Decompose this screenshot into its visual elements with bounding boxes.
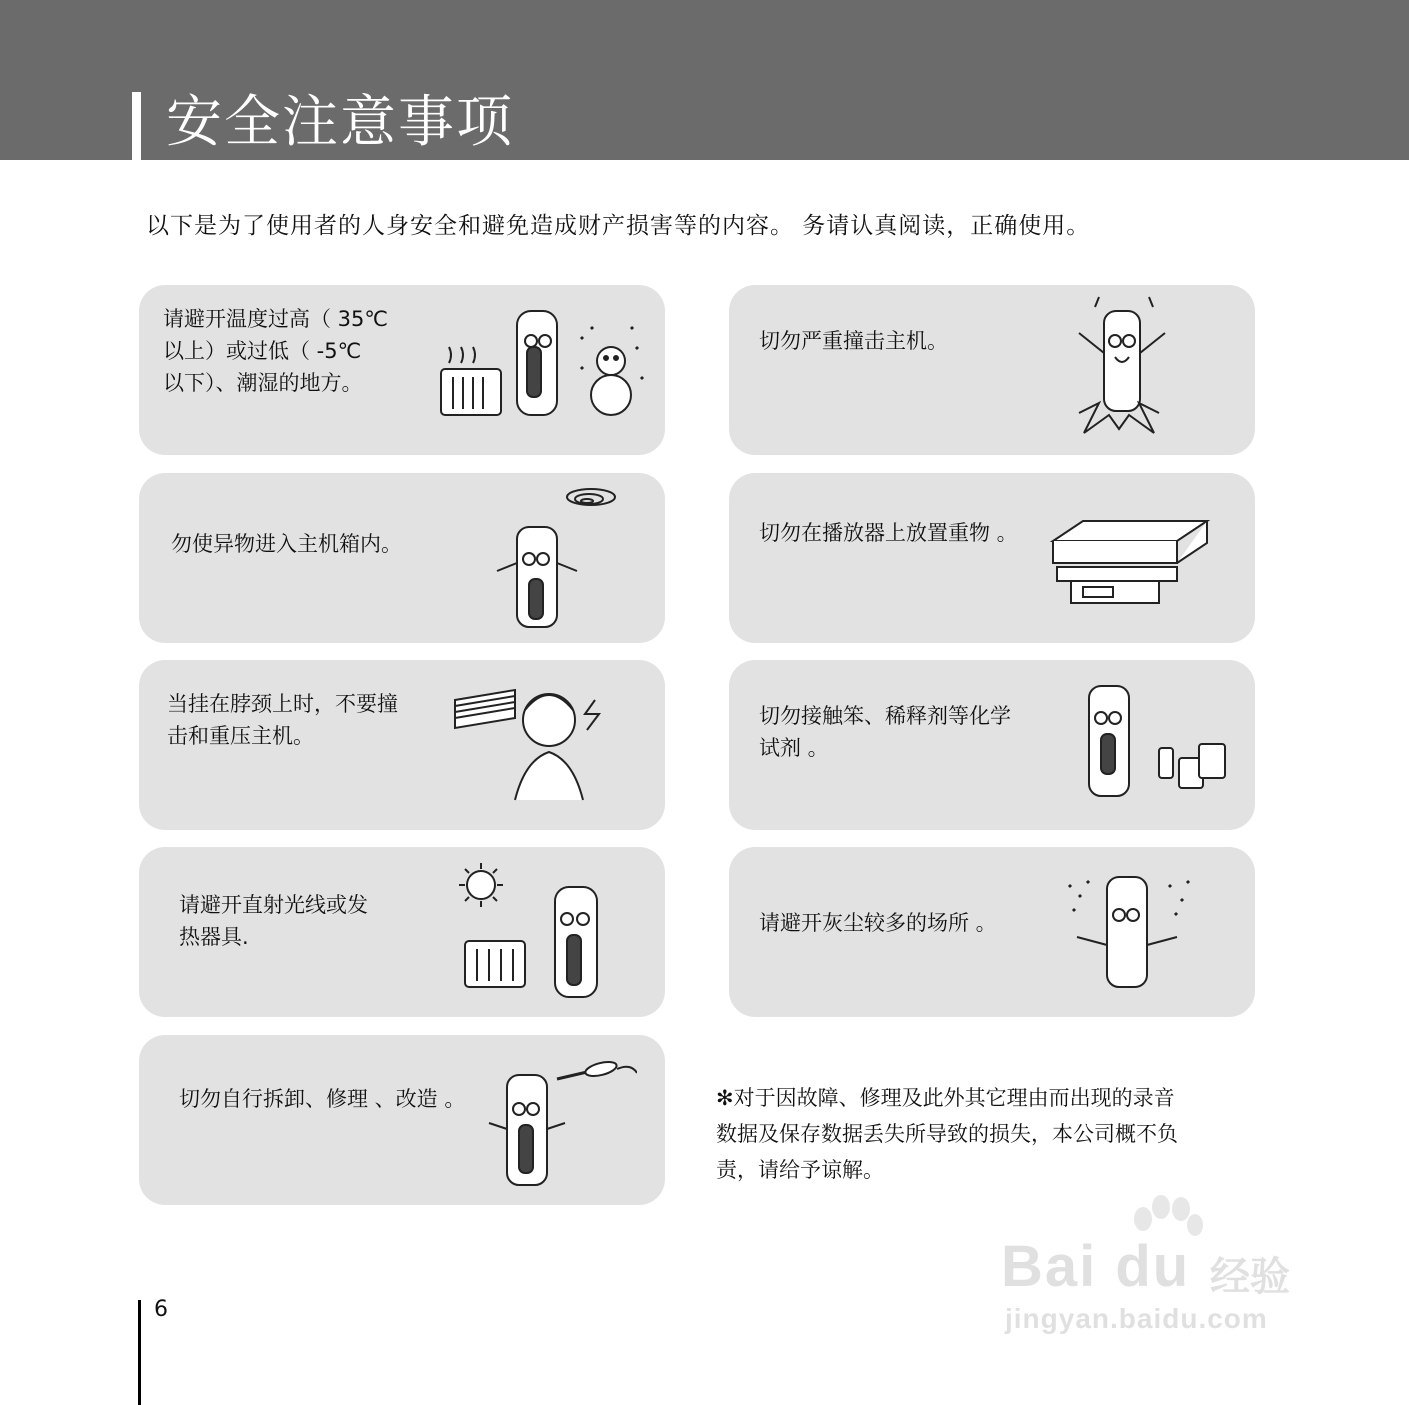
player-impact-icon [1049, 293, 1199, 443]
caution-card-impact [729, 285, 1255, 455]
page-title: 安全注意事项 [166, 90, 514, 155]
caution-text: 当挂在脖颈上时，不要撞 击和重压主机。 [167, 692, 398, 748]
caution-card-temperature [139, 285, 665, 455]
caution-card-sunlight [139, 847, 665, 1017]
header-accent-bar [132, 92, 141, 160]
caution-text: 请避开灰尘较多的场所 。 [759, 911, 997, 935]
caution-card-chemicals [729, 660, 1255, 830]
baidu-watermark [995, 1195, 1335, 1345]
caution-text: 切勿自行拆卸、修理 、改造 。 [179, 1087, 466, 1111]
intro-text: 以下是为了使用者的人身安全和避免造成财产损害等的内容。 务请认真阅读，正确使用。 [146, 213, 1091, 239]
caution-text: 请避开直射光线或发 热器具. [179, 893, 368, 949]
watermark-url: jingyan.baidu.com [1005, 1303, 1268, 1334]
caution-card-disassemble [139, 1035, 665, 1205]
caution-text: 勿使异物进入主机箱内。 [171, 532, 402, 556]
caution-text: 切勿严重撞击主机。 [759, 329, 948, 353]
player-screwdriver-icon [477, 1039, 637, 1189]
caution-text: 请避开温度过高（ 35℃ 以上）或过低（ -5℃ 以下）、潮湿的地方。 [163, 307, 388, 395]
footer-page-bar [138, 1300, 141, 1405]
disclaimer-note: ✻对于因故障、修理及此外其它理由而出现的录音 数据及保存数据丢失所导致的损失，本公司概不负 责，请给予谅解。 [716, 1086, 1178, 1182]
player-chemicals-icon [1075, 674, 1235, 804]
player-heater-snowman-icon [431, 297, 651, 437]
caution-text: 切勿接触笨、稀释剂等化学 试剂 。 [759, 704, 1011, 760]
caution-card-heavy-object [729, 473, 1255, 643]
sun-heater-player-icon [449, 859, 639, 999]
caution-card-neck [139, 660, 665, 830]
caution-card-dust [729, 847, 1255, 1017]
heavy-object-on-player-icon [1047, 513, 1217, 613]
watermark-sub: 经验 [1210, 1255, 1290, 1299]
caution-card-foreign-object [139, 473, 665, 643]
caution-text: 切勿在播放器上放置重物 。 [759, 521, 1018, 545]
watermark-brand: Bai du [1001, 1234, 1191, 1299]
page-number: 6 [154, 1297, 168, 1322]
player-dust-icon [1059, 865, 1199, 995]
player-foreign-object-icon [481, 483, 631, 633]
person-wearing-player-icon [445, 680, 625, 805]
